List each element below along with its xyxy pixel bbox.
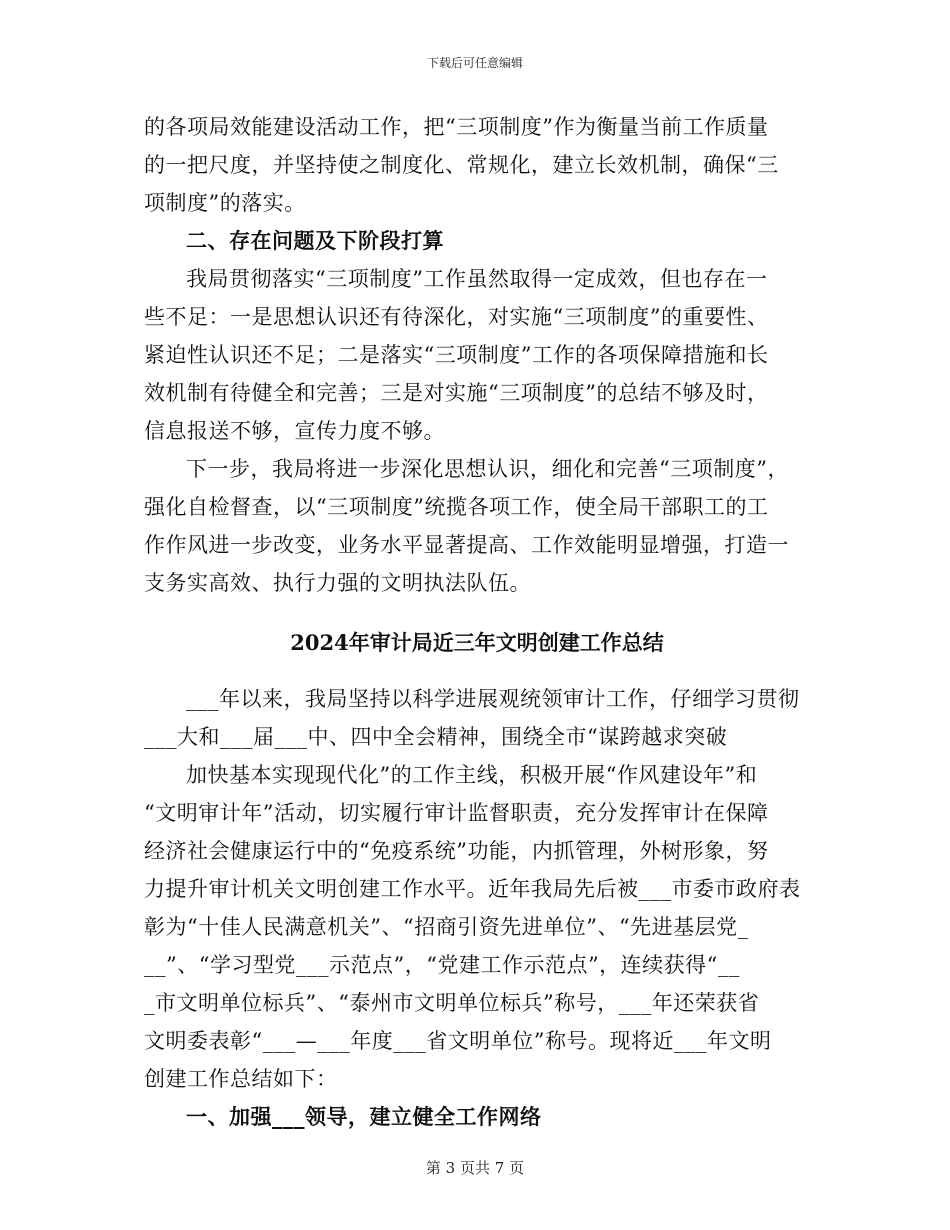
text-line: 效机制有待健全和完善；三是对实施“三项制度”的总结不够及时， <box>144 381 769 405</box>
text-line: 创建工作总结如下： <box>144 1067 338 1091</box>
paragraph <box>144 450 810 602</box>
text-line: 经济社会健康运行中的“免疫系统”功能，内抓管理，外树形象，努 <box>144 839 769 863</box>
paragraph <box>144 756 810 1098</box>
text-line: 彰为“十佳人民满意机关”、“招商引资先进单位”、“先进基层党_ <box>144 915 749 939</box>
text-line: 的一把尺度，并坚持使之制度化、常规化，建立长效机制，确保“三 <box>144 153 779 177</box>
text-line: 强化自检督查，以“三项制度”统揽各项工作，使全局干部职工的工 <box>144 495 769 519</box>
text-line: 加快基本实现现代化”的工作主线，积极开展“作风建设年”和 <box>186 763 758 787</box>
text-line: “文明审计年”活动，切实履行审计监督职责，充分发挥审计在保障 <box>144 801 769 825</box>
text-line: _市文明单位标兵”、“泰州市文明单位标兵”称号，___年还荣获省 <box>144 991 760 1015</box>
section-heading: 一、加强___领导，建立健全工作网络 <box>186 1104 542 1129</box>
text-line: 项制度”的落实。 <box>144 191 306 215</box>
text-line: 信息报送不够，宣传力度不够。 <box>144 419 445 443</box>
text-line: 文明委表彰“___—___年度___省文明单位”称号。现将近___年文明 <box>144 1029 772 1053</box>
document-body <box>144 108 810 1136</box>
text-line: 些不足：一是思想认识还有待深化，对实施“三项制度”的重要性、 <box>144 305 769 329</box>
text-line: 下一步，我局将进一步深化思想认识，细化和完善“三项制度”， <box>186 457 789 481</box>
page-number: 第 3 页共 7 页 <box>425 1159 525 1177</box>
text-line: 作作风进一步改变，业务水平显著提高、工作效能明显增强，打造一 <box>144 533 789 557</box>
text-line: 紧迫性认识还不足；二是落实“三项制度”工作的各项保障措施和长 <box>144 343 769 367</box>
paragraph <box>144 108 810 222</box>
text-line: 支务实高效、执行力强的文明执法队伍。 <box>144 571 531 595</box>
page-header: 下载后可任意编辑 <box>426 56 523 70</box>
text-line: __”、“学习型党___示范点”，“党建工作示范点”，连续获得“__ <box>144 953 740 977</box>
text-line: ___大和___届___中、四中全会精神，围绕全市“谋跨越求突破 <box>144 725 728 749</box>
paragraph <box>144 260 810 450</box>
text-line: ___年以来，我局坚持以科学进展观统领审计工作，仔细学习贯彻 <box>186 687 800 711</box>
paragraph <box>144 680 810 756</box>
text-line: 力提升审计机关文明创建工作水平。近年我局先后被___市委市政府表 <box>144 877 801 901</box>
text-line: 我局贯彻落实“三项制度”工作虽然取得一定成效，但也存在一 <box>186 267 768 291</box>
document-title: 2024年审计局近三年文明创建工作总结 <box>290 630 664 655</box>
text-line: 的各项局效能建设活动工作，把“三项制度”作为衡量当前工作质量 <box>144 115 769 139</box>
section-heading: 二、存在问题及下阶段打算 <box>186 228 444 253</box>
